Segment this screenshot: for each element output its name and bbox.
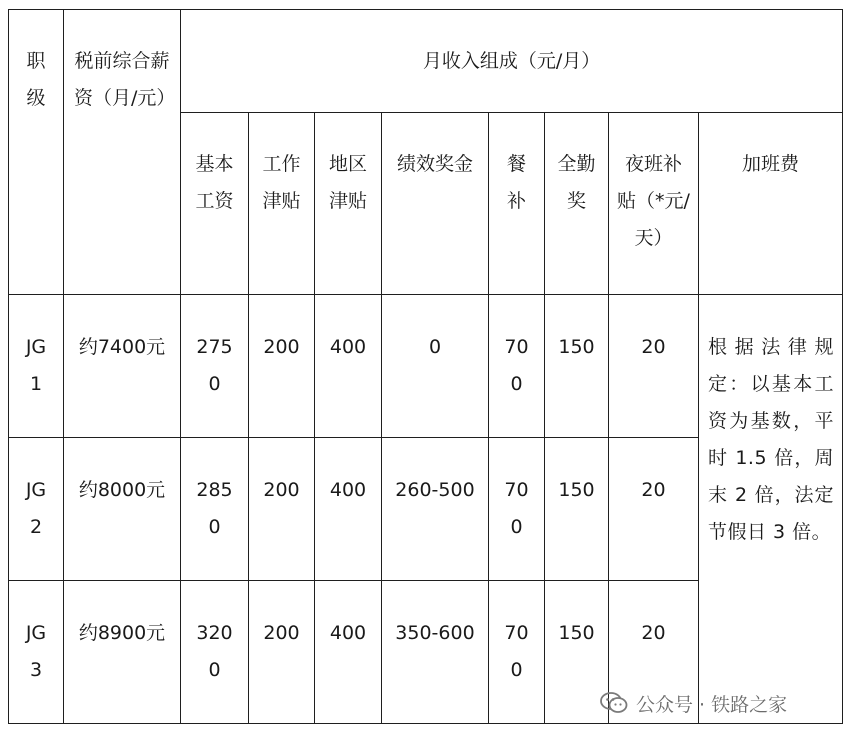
overtime-note: 根据法律规定：以基本工资为基数，平时 1.5 倍，周末 2 倍，法定节假日 3 倍。	[699, 295, 843, 724]
cell-performance: 260-500	[382, 438, 489, 581]
cell-attendance: 150	[545, 581, 609, 724]
header-base-salary: 基本工资	[181, 113, 249, 295]
cell-region: 400	[315, 295, 382, 438]
cell-attendance: 150	[545, 438, 609, 581]
cell-attendance: 150	[545, 295, 609, 438]
table-row	[9, 295, 843, 438]
cell-work: 200	[249, 295, 315, 438]
cell-grade: JG3	[9, 581, 64, 724]
header-grade: 职级	[9, 10, 64, 295]
watermark	[600, 686, 787, 720]
cell-total: 约7400元	[64, 295, 181, 438]
cell-performance: 350-600	[382, 581, 489, 724]
salary-table	[8, 9, 843, 724]
cell-region: 400	[315, 581, 382, 724]
cell-grade: JG2	[9, 438, 64, 581]
wechat-official-account-icon	[600, 692, 628, 714]
cell-night: 20	[609, 438, 699, 581]
cell-total: 约8900元	[64, 581, 181, 724]
watermark-text: 公众号 · 铁路之家	[636, 693, 788, 716]
header-night-shift-allowance: 夜班补贴（*元/天）	[609, 113, 699, 295]
cell-base: 3200	[181, 581, 249, 724]
header-meal-allowance: 餐补	[489, 113, 545, 295]
cell-work: 200	[249, 438, 315, 581]
header-attendance-bonus: 全勤奖	[545, 113, 609, 295]
cell-performance: 0	[382, 295, 489, 438]
cell-meal: 700	[489, 438, 545, 581]
header-total-salary: 税前综合薪资（月/元）	[64, 10, 181, 295]
cell-grade: JG1	[9, 295, 64, 438]
header-performance-bonus: 绩效奖金	[382, 113, 489, 295]
cell-base: 2850	[181, 438, 249, 581]
cell-base: 2750	[181, 295, 249, 438]
header-work-allowance: 工作津贴	[249, 113, 315, 295]
cell-meal: 700	[489, 295, 545, 438]
header-region-allowance: 地区津贴	[315, 113, 382, 295]
cell-meal: 700	[489, 581, 545, 724]
header-monthly-income-group: 月收入组成（元/月）	[181, 10, 843, 113]
cell-night: 20	[609, 295, 699, 438]
cell-night: 20	[609, 581, 699, 724]
cell-total: 约8000元	[64, 438, 181, 581]
header-overtime-pay: 加班费	[699, 113, 843, 295]
cell-work: 200	[249, 581, 315, 724]
cell-region: 400	[315, 438, 382, 581]
